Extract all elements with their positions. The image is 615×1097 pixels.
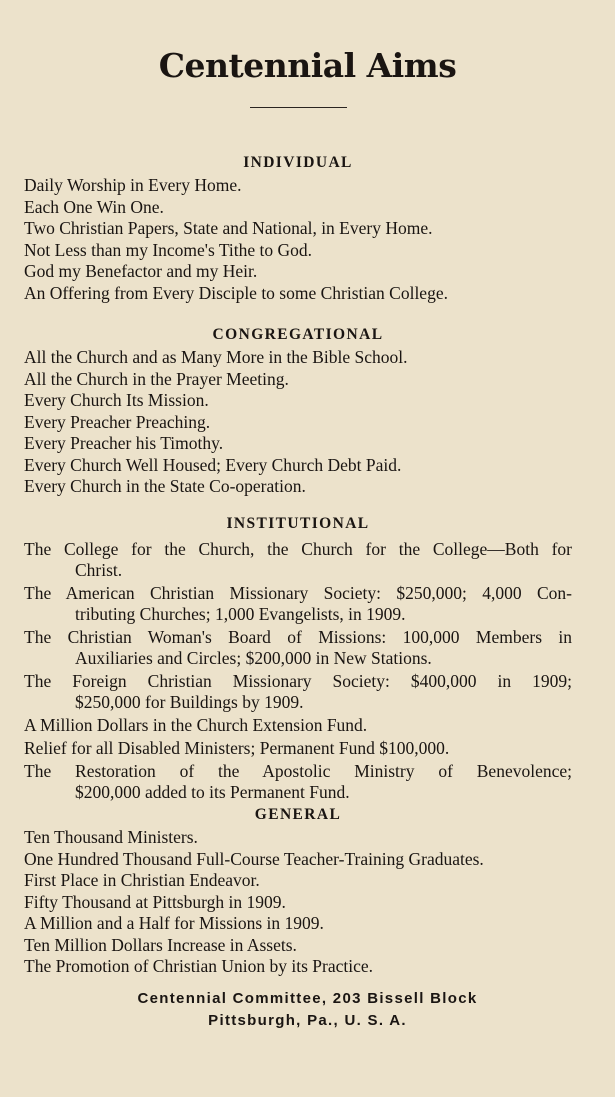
section-institutional bbox=[24, 512, 572, 805]
list-item bbox=[24, 671, 572, 713]
section-heading: CONGREGATIONAL bbox=[212, 326, 384, 343]
list-item: Ten Million Dollars Increase in Assets. bbox=[24, 934, 297, 955]
list-item: Every Church Its Mission. bbox=[24, 390, 209, 410]
list-item: Ten Thousand Ministers. bbox=[24, 827, 198, 847]
list-item-continuation: $250,000 for Buildings by 1909. bbox=[75, 692, 304, 712]
section-heading: INDIVIDUAL bbox=[243, 154, 353, 171]
list-item: Two Christian Papers, State and National, in Every Home. bbox=[24, 218, 433, 238]
list-item-text: A Million Dollars in the Church Extension Fund. bbox=[24, 715, 368, 735]
list-item: Every Preacher Preaching. bbox=[24, 411, 211, 432]
list-item: The Promotion of Christian Union by its Practice. bbox=[24, 956, 373, 976]
list-item-continuation: tributing Churches; 1,000 Evangelists, in 1909. bbox=[75, 604, 406, 624]
list-item: First Place in Christian Endeavor. bbox=[24, 870, 260, 890]
item-list bbox=[24, 347, 572, 498]
page-title: Centennial Aims bbox=[158, 46, 457, 85]
list-item-text: The Christian Woman's Board of Missions: 100,000 Members in bbox=[24, 627, 572, 647]
list-item: Daily Worship in Every Home. bbox=[24, 175, 242, 195]
title-divider bbox=[250, 107, 347, 108]
list-item bbox=[24, 539, 572, 581]
section-individual bbox=[24, 151, 572, 304]
list-item bbox=[24, 715, 572, 736]
list-item: Each One Win One. bbox=[24, 196, 164, 217]
list-item bbox=[24, 627, 572, 669]
list-item-text: The College for the Church, the Church for the College—Both for bbox=[24, 539, 572, 559]
list-item: God my Benefactor and my Heir. bbox=[24, 261, 258, 281]
list-item-continuation: Auxiliaries and Circles; $200,000 in New Stations. bbox=[75, 648, 432, 668]
footer-line: Pittsburgh, Pa., U. S. A. bbox=[208, 1012, 407, 1029]
list-item: All the Church in the Prayer Meeting. bbox=[24, 368, 289, 389]
list-item-continuation: Christ. bbox=[75, 560, 123, 580]
footer-address bbox=[0, 988, 615, 1032]
footer-line: Centennial Committee, 203 Bissell Block bbox=[137, 990, 478, 1007]
item-list bbox=[24, 175, 572, 304]
list-item-text: The Restoration of the Apostolic Ministry of Benevolence; bbox=[24, 761, 572, 781]
section-heading: INSTITUTIONAL bbox=[226, 515, 370, 532]
list-item: A Million and a Half for Missions in 1909. bbox=[24, 913, 324, 933]
item-list bbox=[24, 827, 572, 978]
list-item: One Hundred Thousand Full-Course Teacher-Training Graduates. bbox=[24, 848, 484, 869]
list-item-continuation: $200,000 added to its Permanent Fund. bbox=[75, 782, 350, 802]
list-item: Not Less than my Income's Tithe to God. bbox=[24, 239, 313, 260]
list-item-text: Relief for all Disabled Ministers; Permanent Fund $100,000. bbox=[24, 738, 450, 758]
list-item bbox=[24, 583, 572, 625]
list-item: An Offering from Every Disciple to some Christian College. bbox=[24, 282, 448, 303]
list-item-text: The American Christian Missionary Society: $250,000; 4,000 Con- bbox=[24, 583, 572, 603]
list-item: Every Church in the State Co-operation. bbox=[24, 476, 306, 496]
list-item bbox=[24, 738, 572, 759]
section-heading: GENERAL bbox=[254, 806, 342, 823]
list-item: All the Church and as Many More in the Bible School. bbox=[24, 347, 408, 367]
list-item: Every Preacher his Timothy. bbox=[24, 433, 224, 453]
list-item bbox=[24, 761, 572, 803]
section-congregational bbox=[24, 323, 572, 498]
list-item: Every Church Well Housed; Every Church Debt Paid. bbox=[24, 454, 402, 475]
list-item-text: The Foreign Christian Missionary Society: $400,000 in 1909; bbox=[24, 671, 572, 691]
list-item: Fifty Thousand at Pittsburgh in 1909. bbox=[24, 891, 286, 912]
section-general bbox=[24, 803, 572, 978]
item-list bbox=[24, 539, 572, 803]
